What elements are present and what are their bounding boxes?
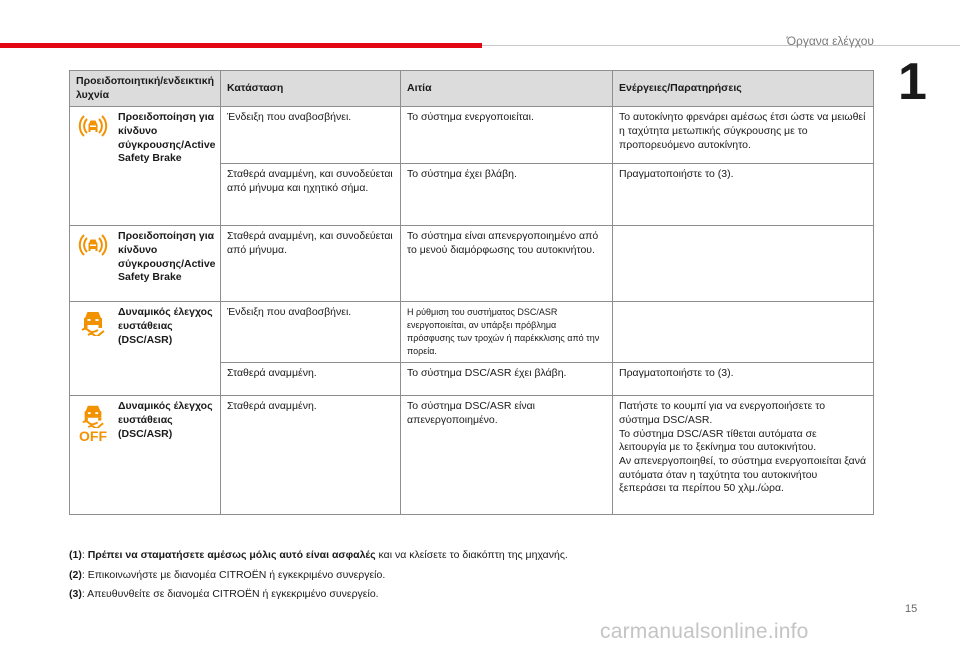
stability-control-icon [78, 308, 108, 336]
column-header: Αιτία [401, 71, 613, 107]
cause-cell: Το σύστημα ενεργοποιείται. [401, 107, 613, 164]
footnotes [69, 549, 568, 608]
stability-control-off-icon [78, 402, 108, 428]
column-header: Κατάσταση [221, 71, 401, 107]
watermark: carmanualsonline.info [600, 620, 809, 643]
footnote: (3): Απευθυνθείτε σε διανομέα CITROËN ή εγκεκριμένο συνεργείο. [69, 588, 379, 601]
cause-cell: Η ρύθμιση του συστήματος DSC/ASR ενεργοποιείται, αν υπάρξει πρόβλημα πρόσφυσης των τροχών ή παρέκκλισης από την πορεία. [401, 302, 613, 363]
state-cell: Σταθερά αναμμένη. [221, 363, 401, 396]
action-cell: Το αυτοκίνητο φρενάρει αμέσως έτσι ώστε να μειωθεί η ταχύτητα μετωπικής σύγκρουσης με το προπορευόμενο αυτοκίνητο. [613, 107, 874, 164]
cause-cell: Το σύστημα DSC/ASR είναι απενεργοποιημένο. [401, 396, 613, 515]
footnote: (1): Πρέπει να σταματήσετε αμέσως μόλις αυτό είναι ασφαλές και να κλείσετε το διακόπτη της μηχανής. [69, 549, 568, 561]
header-rule [482, 45, 960, 46]
indicator-cell [70, 396, 221, 515]
action-cell: Πατήστε το κουμπί για να ενεργοποιήσετε το σύστημα DSC/ASR. Το σύστημα DSC/ASR τίθεται αυτόματα σε λειτουργία με το ξεκίνημα του αυτοκινήτου. Αν απενεργοποιηθεί, το σύστημα ενεργοποιείται ξανά αυτόματα όταν η ταχύτητα του αυτοκινήτου ξεπεράσει τα περίπου 50 χλμ./ώρα. [613, 396, 874, 515]
section-title: Όργανα ελέγχου [786, 34, 874, 48]
chapter-number: 1 [898, 53, 927, 111]
table-row [70, 107, 874, 164]
state-cell: Σταθερά αναμμένη, και συνοδεύεται από μήνυμα. [221, 226, 401, 302]
indicator-cell [70, 107, 221, 226]
table-row [70, 302, 874, 363]
table-row [70, 226, 874, 302]
action-cell [613, 226, 874, 302]
indicator-name: Δυναμικός έλεγχος ευστάθειας (DSC/ASR) [118, 306, 213, 346]
state-cell: Σταθερά αναμμένη. [221, 396, 401, 515]
column-header: Ενέργειες/Παρατηρήσεις [613, 71, 874, 107]
state-cell: Σταθερά αναμμένη, και συνοδεύεται από μήνυμα και ηχητικό σήμα. [221, 164, 401, 226]
indicator-cell [70, 226, 221, 302]
cause-cell: Το σύστημα είναι απενεργοποιημένο από το μενού διαμόρφωσης του αυτοκινήτου. [401, 226, 613, 302]
page-number: 15 [905, 603, 918, 615]
collision-warning-icon [78, 232, 108, 258]
off-label: OFF [79, 428, 107, 445]
state-cell: Ένδειξη που αναβοσβήνει. [221, 302, 401, 363]
indicator-name: Προειδοποίηση για κίνδυνο σύγκρουσης/Active Safety Brake [118, 111, 216, 165]
header-accent-bar [0, 43, 482, 48]
indicator-name: Προειδοποίηση για κίνδυνο σύγκρουσης/Active Safety Brake [118, 230, 216, 284]
action-cell [613, 302, 874, 363]
column-header: Προειδοποιητική/ενδεικτική λυχνία [70, 71, 221, 107]
cause-cell: Το σύστημα έχει βλάβη. [401, 164, 613, 226]
cause-cell: Το σύστημα DSC/ASR έχει βλάβη. [401, 363, 613, 396]
state-cell: Ένδειξη που αναβοσβήνει. [221, 107, 401, 164]
action-cell: Πραγματοποιήστε το (3). [613, 164, 874, 226]
indicator-name: Δυναμικός έλεγχος ευστάθειας (DSC/ASR) [118, 400, 213, 440]
footnote: (2): Επικοινωνήστε με διανομέα CITROËN ή εγκεκριμένο συνεργείο. [69, 568, 386, 581]
collision-warning-icon [78, 113, 108, 139]
indicator-cell [70, 302, 221, 396]
action-cell: Πραγματοποιήστε το (3). [613, 363, 874, 396]
warning-lights-table [69, 70, 874, 515]
table-header-row [70, 71, 874, 107]
table-row [70, 396, 874, 515]
